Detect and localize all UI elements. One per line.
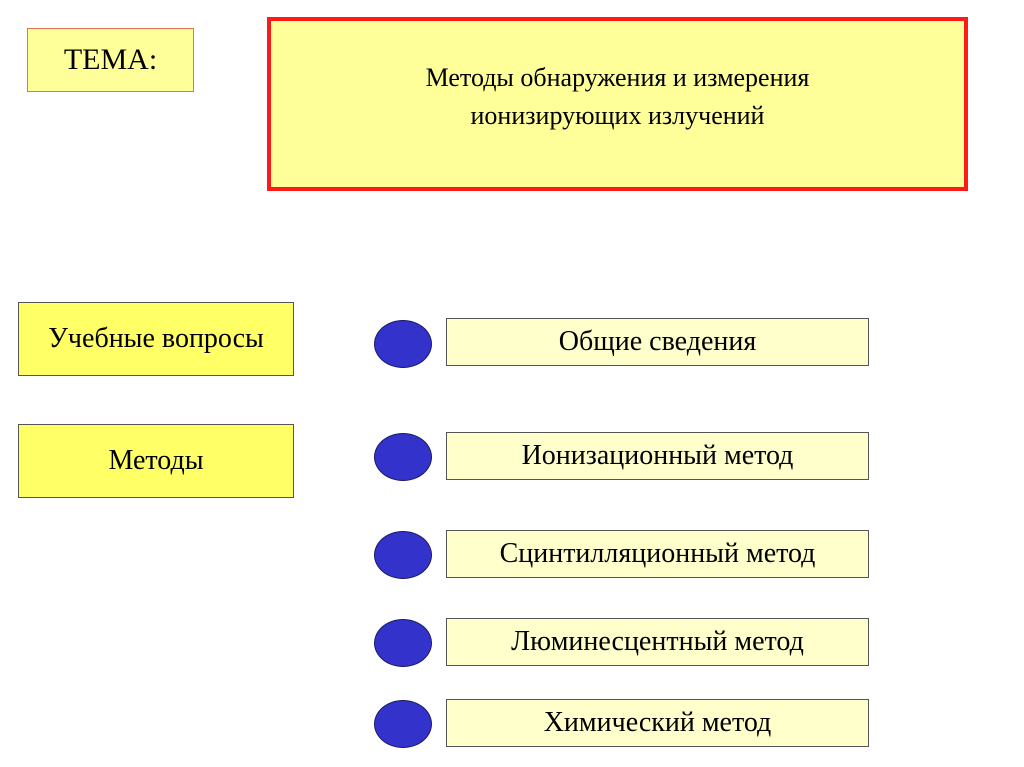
tema-label-box bbox=[27, 28, 194, 92]
study-questions-label: Учебные вопросы bbox=[48, 323, 264, 354]
topic-line-2: ионизирующих излучений bbox=[470, 101, 765, 130]
topic-title bbox=[426, 59, 810, 135]
bullet-circle-icon bbox=[374, 700, 432, 748]
item-general-info[interactable] bbox=[446, 318, 869, 366]
item-label: Общие сведения bbox=[558, 326, 757, 357]
bullet-circle-icon bbox=[374, 320, 432, 368]
item-label: Химический метод bbox=[543, 707, 772, 738]
topic-line-1: Методы обнаружения и измерения bbox=[425, 63, 810, 92]
item-chemical-method[interactable] bbox=[446, 699, 869, 747]
tema-label: ТЕМА: bbox=[63, 43, 158, 76]
item-luminescent-method[interactable] bbox=[446, 618, 869, 666]
item-label: Сцинтилляционный метод bbox=[499, 538, 816, 569]
topic-box bbox=[267, 17, 968, 191]
bullet-circle-icon bbox=[374, 619, 432, 667]
item-label: Люминесцентный метод bbox=[511, 626, 804, 657]
methods-label: Методы bbox=[108, 445, 204, 476]
bullet-circle-icon bbox=[374, 531, 432, 579]
item-ionization-method[interactable] bbox=[446, 432, 869, 480]
bullet-circle-icon bbox=[374, 433, 432, 481]
item-label: Ионизационный метод bbox=[521, 440, 794, 471]
item-scintillation-method[interactable] bbox=[446, 530, 869, 578]
methods-box[interactable] bbox=[18, 424, 294, 498]
study-questions-box[interactable] bbox=[18, 302, 294, 376]
